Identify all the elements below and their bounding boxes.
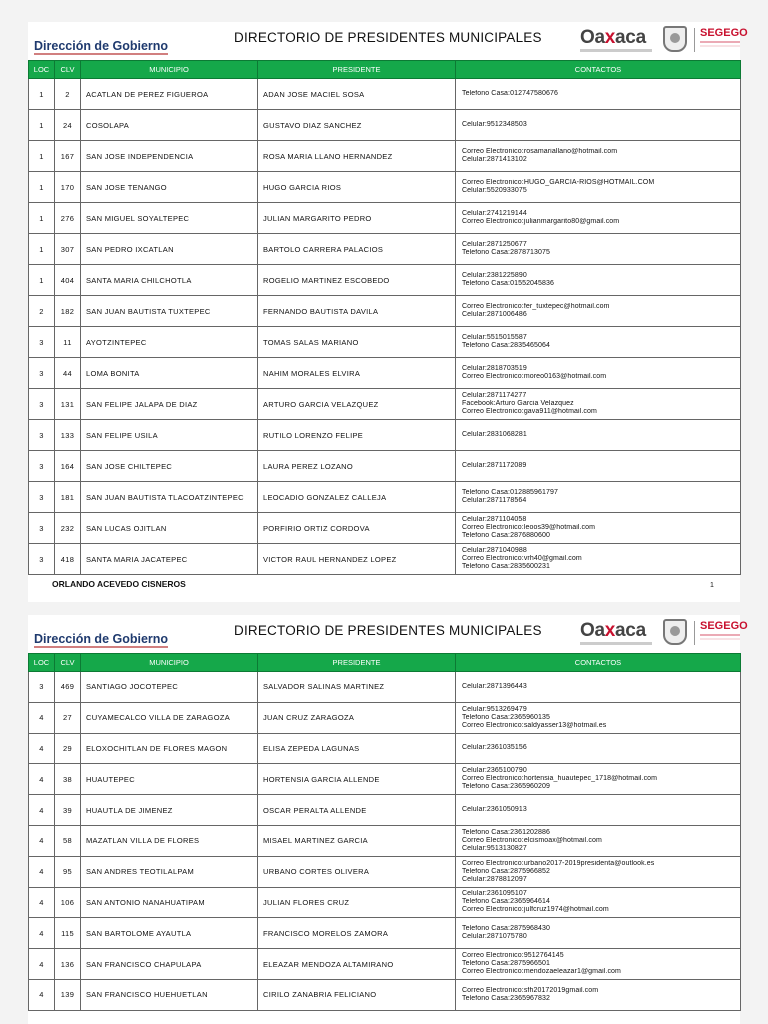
table-row	[29, 544, 741, 575]
presidente-cell: JULIAN MARGARITO PEDRO	[258, 203, 456, 234]
column-header-loc: LOC	[29, 61, 55, 79]
presidente-cell: HORTENSIA GARCIA ALLENDE	[258, 764, 456, 795]
municipio-cell: MAZATLAN VILLA DE FLORES	[81, 825, 258, 856]
contact-line: Celular:2878812097	[462, 875, 527, 883]
municipio-cell: SAN JOSE CHILTEPEC	[81, 451, 258, 482]
column-header-contactos: CONTACTOS	[456, 654, 741, 672]
clv-cell: 115	[55, 918, 81, 949]
municipio-cell: SAN FRANCISCO CHAPULAPA	[81, 949, 258, 980]
municipio-cell: SAN LUCAS OJITLAN	[81, 513, 258, 544]
presidents-table	[28, 60, 741, 575]
presidente-cell: BARTOLO CARRERA PALACIOS	[258, 234, 456, 265]
contactos-cell	[456, 513, 741, 544]
table-row	[29, 733, 741, 764]
contact-line: Telefono Casa:2878713075	[462, 249, 551, 256]
municipio-cell: SAN JOSE TENANGO	[81, 172, 258, 203]
contact-line: Correo Electronico:mendozaeleazar1@gmail.com	[462, 968, 621, 976]
municipio-cell: SAN FELIPE USILA	[81, 420, 258, 451]
contactos-cell	[456, 979, 741, 1010]
oaxaca-logo-tagline	[580, 642, 652, 645]
contact-line: Correo Electronico:fer_tuxtepec@hotmail.com	[462, 303, 610, 310]
contactos-cell	[456, 733, 741, 764]
contact-line: Celular:5520933075	[462, 187, 527, 194]
contact-line: Telefono Casa:2365960209	[462, 783, 551, 791]
loc-cell: 3	[29, 544, 55, 575]
table-row	[29, 420, 741, 451]
clv-cell: 131	[55, 389, 81, 420]
loc-cell: 3	[29, 327, 55, 358]
contact-line: Telefono Casa:2361202886	[462, 828, 551, 836]
loc-cell: 3	[29, 358, 55, 389]
contact-line: Celular:9512348503	[462, 121, 527, 128]
clv-cell: 167	[55, 141, 81, 172]
page-header	[28, 22, 748, 60]
logo-divider	[694, 28, 695, 52]
presidente-cell: SALVADOR SALINAS MARTINEZ	[258, 672, 456, 703]
segego-logo: SEGEGO	[700, 620, 748, 632]
contact-line: Celular:2741219144	[462, 210, 527, 217]
municipio-cell: SAN FRANCISCO HUEHUETLAN	[81, 979, 258, 1010]
clv-cell: 182	[55, 296, 81, 327]
contactos-cell	[456, 420, 741, 451]
department-name: Dirección de Gobierno	[34, 39, 169, 53]
municipio-cell: AYOTZINTEPEC	[81, 327, 258, 358]
clv-cell: 58	[55, 825, 81, 856]
table-row	[29, 764, 741, 795]
directory-page-2	[28, 615, 748, 1024]
contact-line: Telefono Casa:2835465064	[462, 342, 551, 349]
contact-line: Telefono Casa:2835600231	[462, 563, 551, 570]
column-header-presidente: PRESIDENTE	[258, 61, 456, 79]
clv-cell: 164	[55, 451, 81, 482]
contactos-cell	[456, 265, 741, 296]
contact-line: Correo Electronico:hortensia_huautepec_1718@hotmail.com	[462, 775, 658, 783]
contactos-cell	[456, 203, 741, 234]
municipio-cell: SANTA MARIA JACATEPEC	[81, 544, 258, 575]
contact-line: Telefono Casa:2365960135	[462, 713, 551, 721]
table-row	[29, 825, 741, 856]
contact-line: Correo Electronico:vrh40@gmail.com	[462, 555, 582, 562]
presidente-cell: MISAEL MARTINEZ GARCIA	[258, 825, 456, 856]
clv-cell: 418	[55, 544, 81, 575]
clv-cell: 404	[55, 265, 81, 296]
clv-cell: 11	[55, 327, 81, 358]
header-logos	[580, 26, 748, 56]
table-row	[29, 79, 741, 110]
clv-cell: 44	[55, 358, 81, 389]
contactos-cell	[456, 949, 741, 980]
contact-line: Correo Electronico:moreo0163@hotmail.com	[462, 373, 607, 380]
clv-cell: 232	[55, 513, 81, 544]
presidents-table	[28, 653, 741, 1011]
oaxaca-logo-tagline	[580, 49, 652, 52]
municipio-cell: SAN FELIPE JALAPA DE DIAZ	[81, 389, 258, 420]
presidente-cell: LEOCADIO GONZALEZ CALLEJA	[258, 482, 456, 513]
contactos-cell	[456, 795, 741, 826]
municipio-cell: COSOLAPA	[81, 110, 258, 141]
contactos-cell	[456, 79, 741, 110]
table-row	[29, 203, 741, 234]
presidente-cell: VICTOR RAUL HERNANDEZ LOPEZ	[258, 544, 456, 575]
contact-line: Celular:2871174277	[462, 392, 527, 399]
logo-divider	[694, 621, 695, 645]
presidente-cell: ROSA MARIA LLANO HERNANDEZ	[258, 141, 456, 172]
loc-cell: 1	[29, 203, 55, 234]
contact-line: Celular:9513130827	[462, 844, 527, 852]
table-row	[29, 234, 741, 265]
municipio-cell: SAN ANTONIO NANAHUATIPAM	[81, 887, 258, 918]
signer-name: ORLANDO ACEVEDO CISNEROS	[52, 579, 186, 589]
oaxaca-logo: Oaxaca	[580, 620, 646, 641]
contactos-cell	[456, 389, 741, 420]
page-number: 1	[710, 582, 714, 589]
clv-cell: 2	[55, 79, 81, 110]
contact-line: Celular:2871172089	[462, 462, 527, 469]
contact-line: Celular:2871104058	[462, 516, 527, 523]
clv-cell: 24	[55, 110, 81, 141]
contact-line: Telefono Casa:2875966501	[462, 960, 551, 968]
contactos-cell	[456, 172, 741, 203]
department-name: Dirección de Gobierno	[34, 632, 169, 646]
table-row	[29, 795, 741, 826]
segego-logo: SEGEGO	[700, 27, 748, 39]
contactos-cell	[456, 856, 741, 887]
contactos-cell	[456, 764, 741, 795]
table-row	[29, 110, 741, 141]
clv-cell: 276	[55, 203, 81, 234]
clv-cell: 29	[55, 733, 81, 764]
municipio-cell: LOMA BONITA	[81, 358, 258, 389]
contact-line: Celular:2871413102	[462, 156, 527, 163]
loc-cell: 3	[29, 420, 55, 451]
presidente-cell: OSCAR PERALTA ALLENDE	[258, 795, 456, 826]
directory-page-1	[28, 22, 748, 602]
table-row	[29, 702, 741, 733]
table-row	[29, 887, 741, 918]
contactos-cell	[456, 887, 741, 918]
contactos-cell	[456, 296, 741, 327]
contact-line: Celular:2831068281	[462, 431, 527, 438]
contactos-cell	[456, 327, 741, 358]
contact-line: Celular:9513269479	[462, 705, 527, 713]
loc-cell: 3	[29, 389, 55, 420]
presidente-cell: TOMAS SALAS MARIANO	[258, 327, 456, 358]
presidente-cell: ARTURO GARCIA VELAZQUEZ	[258, 389, 456, 420]
presidente-cell: LAURA PEREZ LOZANO	[258, 451, 456, 482]
clv-cell: 39	[55, 795, 81, 826]
page-title: DIRECTORIO DE PRESIDENTES MUNICIPALES	[234, 30, 542, 45]
presidente-cell: FERNANDO BAUTISTA DAVILA	[258, 296, 456, 327]
contact-line: Telefono Casa:2365967832	[462, 994, 551, 1002]
table-body	[29, 79, 741, 575]
clv-cell: 133	[55, 420, 81, 451]
contact-line: Celular:2871075780	[462, 933, 527, 941]
table-row	[29, 672, 741, 703]
table-row	[29, 949, 741, 980]
contact-line: Celular:2818703519	[462, 365, 527, 372]
contact-line: Correo Electronico:urbano2017-2019presidenta@outlook.es	[462, 859, 655, 867]
contact-line: Correo Electronico:julianmargarito80@gmail.com	[462, 218, 620, 225]
contact-line: Correo Electronico:julfcruz1974@hotmail.com	[462, 906, 609, 914]
page-title: DIRECTORIO DE PRESIDENTES MUNICIPALES	[234, 623, 542, 638]
contactos-cell	[456, 482, 741, 513]
presidente-cell: GUSTAVO DIAZ SANCHEZ	[258, 110, 456, 141]
clv-cell: 139	[55, 979, 81, 1010]
contactos-cell	[456, 234, 741, 265]
loc-cell: 2	[29, 296, 55, 327]
loc-cell: 4	[29, 702, 55, 733]
contact-line: Correo Electronico:saldyasser13@hotmail.es	[462, 721, 607, 729]
clv-cell: 106	[55, 887, 81, 918]
contact-line: Telefono Casa:012885961797	[462, 489, 559, 496]
presidente-cell: ROGELIO MARTINEZ ESCOBEDO	[258, 265, 456, 296]
municipio-cell: ELOXOCHITLAN DE FLORES MAGON	[81, 733, 258, 764]
table-header-row	[29, 61, 741, 79]
page-header	[28, 615, 748, 653]
contact-line: Telefono Casa:2875968430	[462, 925, 551, 933]
table-row	[29, 979, 741, 1010]
clv-cell: 181	[55, 482, 81, 513]
table-header-row	[29, 654, 741, 672]
column-header-contactos: CONTACTOS	[456, 61, 741, 79]
table-row	[29, 513, 741, 544]
loc-cell: 3	[29, 672, 55, 703]
loc-cell: 4	[29, 764, 55, 795]
loc-cell: 4	[29, 825, 55, 856]
contactos-cell	[456, 825, 741, 856]
table-row	[29, 265, 741, 296]
state-shield-icon	[663, 26, 687, 52]
loc-cell: 4	[29, 918, 55, 949]
municipio-cell: SAN JOSE INDEPENDENCIA	[81, 141, 258, 172]
contactos-cell	[456, 358, 741, 389]
table-row	[29, 358, 741, 389]
table-row	[29, 856, 741, 887]
header-logos	[580, 619, 748, 649]
contact-line: Correo Electronico:elcismoax@hotmail.com	[462, 836, 602, 844]
contactos-cell	[456, 544, 741, 575]
oaxaca-logo: Oaxaca	[580, 27, 646, 48]
contact-line: Telefono Casa:012747580676	[462, 90, 559, 97]
clv-cell: 469	[55, 672, 81, 703]
contact-line: Celular:2871006486	[462, 311, 527, 318]
presidente-cell: RUTILO LORENZO FELIPE	[258, 420, 456, 451]
contact-line: Celular:2365100790	[462, 767, 527, 775]
presidente-cell: NAHIM MORALES ELVIRA	[258, 358, 456, 389]
contactos-cell	[456, 110, 741, 141]
contact-line: Celular:2361050913	[462, 806, 527, 814]
municipio-cell: SAN JUAN BAUTISTA TUXTEPEC	[81, 296, 258, 327]
clv-cell: 95	[55, 856, 81, 887]
contact-line: Celular:2361035156	[462, 744, 527, 752]
presidente-cell: ELEAZAR MENDOZA ALTAMIRANO	[258, 949, 456, 980]
loc-cell: 1	[29, 265, 55, 296]
clv-cell: 170	[55, 172, 81, 203]
municipio-cell: SAN JUAN BAUTISTA TLACOATZINTEPEC	[81, 482, 258, 513]
contact-line: Correo Electronico:leoos39@hotmail.com	[462, 524, 596, 531]
table-row	[29, 296, 741, 327]
municipio-cell: CUYAMECALCO VILLA DE ZARAGOZA	[81, 702, 258, 733]
contact-line: Telefono Casa:2876880600	[462, 532, 551, 539]
state-shield-icon	[663, 619, 687, 645]
municipio-cell: HUAUTLA DE JIMENEZ	[81, 795, 258, 826]
column-header-municipio: MUNICIPIO	[81, 61, 258, 79]
municipio-cell: SAN ANDRES TEOTILALPAM	[81, 856, 258, 887]
municipio-cell: SAN PEDRO IXCATLAN	[81, 234, 258, 265]
clv-cell: 38	[55, 764, 81, 795]
loc-cell: 3	[29, 451, 55, 482]
table-body	[29, 672, 741, 1011]
municipio-cell: SAN BARTOLOME AYAUTLA	[81, 918, 258, 949]
contact-line: Celular:2361095107	[462, 890, 527, 898]
loc-cell: 1	[29, 110, 55, 141]
loc-cell: 1	[29, 79, 55, 110]
presidente-cell: PORFIRIO ORTIZ CORDOVA	[258, 513, 456, 544]
presidente-cell: JUAN CRUZ ZARAGOZA	[258, 702, 456, 733]
contact-line: Correo Electronico:rosamariallano@hotmail.com	[462, 148, 618, 155]
municipio-cell: ACATLAN DE PEREZ FIGUEROA	[81, 79, 258, 110]
presidente-cell: CIRILO ZANABRIA FELICIANO	[258, 979, 456, 1010]
clv-cell: 27	[55, 702, 81, 733]
contactos-cell	[456, 918, 741, 949]
column-header-clv: CLV	[55, 61, 81, 79]
table-row	[29, 172, 741, 203]
table-row	[29, 141, 741, 172]
contact-line: Correo Electronico:HUGO_GARCIA-RIOS@HOTMAIL.COM	[462, 179, 655, 186]
presidente-cell: JULIAN FLORES CRUZ	[258, 887, 456, 918]
contact-line: Celular:2871178564	[462, 497, 527, 504]
loc-cell: 1	[29, 234, 55, 265]
loc-cell: 3	[29, 513, 55, 544]
municipio-cell: SAN MIGUEL SOYALTEPEC	[81, 203, 258, 234]
table-row	[29, 451, 741, 482]
contact-line: Facebook:Arturo Garcia Velazquez	[462, 400, 574, 407]
contact-line: Telefono Casa:2875966852	[462, 867, 551, 875]
presidente-cell: URBANO CORTES OLIVERA	[258, 856, 456, 887]
column-header-clv: CLV	[55, 654, 81, 672]
contact-line: Celular:2871250677	[462, 241, 527, 248]
contact-line: Telefono Casa:01552045836	[462, 280, 555, 287]
municipio-cell: HUAUTEPEC	[81, 764, 258, 795]
table-row	[29, 327, 741, 358]
loc-cell: 4	[29, 856, 55, 887]
loc-cell: 4	[29, 949, 55, 980]
presidente-cell: FRANCISCO MORELOS ZAMORA	[258, 918, 456, 949]
loc-cell: 4	[29, 733, 55, 764]
loc-cell: 3	[29, 482, 55, 513]
contactos-cell	[456, 702, 741, 733]
contact-line: Correo Electronico:9512764145	[462, 952, 564, 960]
contact-line: Celular:2871040988	[462, 547, 527, 554]
contact-line: Celular:2381225890	[462, 272, 527, 279]
contact-line: Correo Electronico:gava911@hotmail.com	[462, 408, 597, 415]
presidente-cell: ELISA ZEPEDA LAGUNAS	[258, 733, 456, 764]
municipio-cell: SANTIAGO JOCOTEPEC	[81, 672, 258, 703]
segego-logo-tagline	[700, 634, 740, 636]
clv-cell: 136	[55, 949, 81, 980]
presidente-cell: HUGO GARCIA RIOS	[258, 172, 456, 203]
presidente-cell: ADAN JOSE MACIEL SOSA	[258, 79, 456, 110]
contact-line: Telefono Casa:2365964614	[462, 898, 551, 906]
contactos-cell	[456, 141, 741, 172]
loc-cell: 1	[29, 172, 55, 203]
table-row	[29, 918, 741, 949]
table-row	[29, 482, 741, 513]
municipio-cell: SANTA MARIA CHILCHOTLA	[81, 265, 258, 296]
loc-cell: 1	[29, 141, 55, 172]
contactos-cell	[456, 672, 741, 703]
column-header-loc: LOC	[29, 654, 55, 672]
contact-line: Correo Electronico:sfh20172019gmail.com	[462, 986, 599, 994]
column-header-presidente: PRESIDENTE	[258, 654, 456, 672]
contact-line: Celular:2871396443	[462, 682, 527, 690]
clv-cell: 307	[55, 234, 81, 265]
loc-cell: 4	[29, 887, 55, 918]
loc-cell: 4	[29, 795, 55, 826]
loc-cell: 4	[29, 979, 55, 1010]
contact-line: Celular:5515015587	[462, 334, 527, 341]
contactos-cell	[456, 451, 741, 482]
segego-logo-tagline	[700, 41, 740, 43]
column-header-municipio: MUNICIPIO	[81, 654, 258, 672]
table-row	[29, 389, 741, 420]
